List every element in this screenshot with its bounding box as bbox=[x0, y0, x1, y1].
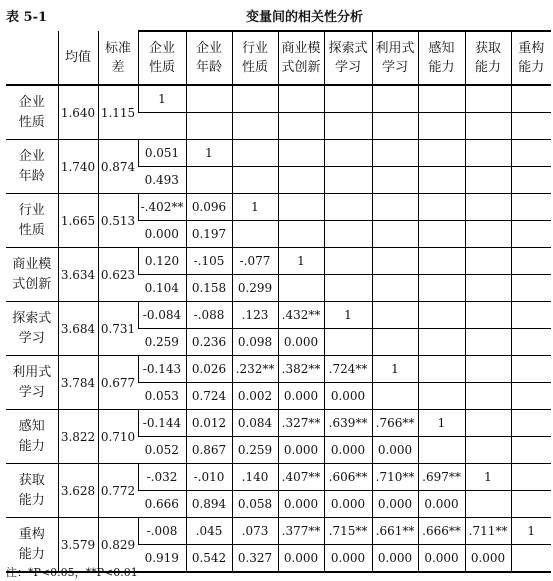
p-value-cell bbox=[418, 167, 465, 194]
p-value-cell bbox=[186, 167, 232, 194]
sd-cell: 0.623 bbox=[98, 248, 138, 302]
correlation-cell bbox=[372, 85, 418, 113]
p-value-cell: 0.000 bbox=[324, 383, 372, 410]
row-label: 企业 性质 bbox=[6, 85, 58, 140]
sd-cell: 0.710 bbox=[98, 410, 138, 464]
correlation-cell bbox=[511, 248, 551, 275]
row-label: 探索式 学习 bbox=[6, 302, 58, 356]
table-row bbox=[6, 518, 551, 545]
correlation-cell bbox=[465, 140, 511, 167]
mean-cell: 1.640 bbox=[58, 85, 98, 140]
correlation-cell bbox=[465, 356, 511, 383]
p-value-cell bbox=[278, 167, 324, 194]
correlation-cell bbox=[511, 302, 551, 329]
p-value-cell bbox=[511, 275, 551, 302]
correlation-cell bbox=[511, 85, 551, 113]
p-value-cell: 0.000 bbox=[138, 221, 186, 248]
correlation-cell bbox=[418, 85, 465, 113]
p-value-cell bbox=[372, 221, 418, 248]
p-value-cell bbox=[372, 329, 418, 356]
correlation-cell bbox=[278, 140, 324, 167]
table-title: 变量间的相关性分析 bbox=[246, 10, 364, 25]
correlation-cell: 1 bbox=[186, 140, 232, 167]
column-header: 探索式 学习 bbox=[324, 31, 372, 85]
table-row bbox=[6, 356, 551, 383]
p-value-cell bbox=[278, 275, 324, 302]
correlation-cell: 1 bbox=[138, 85, 186, 113]
correlation-cell: .715** bbox=[324, 518, 372, 545]
correlation-cell bbox=[324, 248, 372, 275]
column-header: 企业 性质 bbox=[138, 31, 186, 85]
correlation-cell bbox=[372, 248, 418, 275]
table-body bbox=[6, 85, 551, 572]
mean-cell: 1.665 bbox=[58, 194, 98, 248]
correlation-cell: 0.096 bbox=[186, 194, 232, 221]
table-header bbox=[6, 4, 546, 24]
correlation-cell bbox=[511, 140, 551, 167]
p-value-cell bbox=[418, 383, 465, 410]
correlation-cell bbox=[465, 194, 511, 221]
correlation-cell: -.402** bbox=[138, 194, 186, 221]
column-header: 商业模 式创新 bbox=[278, 31, 324, 85]
table-row bbox=[6, 410, 551, 437]
correlation-cell bbox=[511, 356, 551, 383]
correlation-cell: .666** bbox=[418, 518, 465, 545]
row-label: 商业模 式创新 bbox=[6, 248, 58, 302]
correlation-cell: -0.143 bbox=[138, 356, 186, 383]
p-value-cell: 0.053 bbox=[138, 383, 186, 410]
row-label: 企业 年龄 bbox=[6, 140, 58, 194]
correlation-cell: -0.144 bbox=[138, 410, 186, 437]
mean-cell: 3.634 bbox=[58, 248, 98, 302]
p-value-cell: 0.000 bbox=[278, 491, 324, 518]
p-value-cell bbox=[511, 383, 551, 410]
column-header: 感知 能力 bbox=[418, 31, 465, 85]
p-value-cell: 0.197 bbox=[186, 221, 232, 248]
column-header: 企业 年龄 bbox=[186, 31, 232, 85]
p-value-cell bbox=[418, 329, 465, 356]
correlation-cell bbox=[511, 410, 551, 437]
correlation-cell bbox=[465, 410, 511, 437]
p-value-cell: 0.158 bbox=[186, 275, 232, 302]
p-value-cell bbox=[511, 437, 551, 464]
table-row bbox=[6, 140, 551, 167]
p-value-cell: 0.236 bbox=[186, 329, 232, 356]
correlation-cell bbox=[465, 85, 511, 113]
correlation-cell bbox=[372, 302, 418, 329]
p-value-cell bbox=[465, 275, 511, 302]
p-value-cell: 0.327 bbox=[232, 545, 278, 573]
p-value-cell bbox=[511, 113, 551, 140]
p-value-cell: 0.000 bbox=[372, 491, 418, 518]
p-value-cell: 0.052 bbox=[138, 437, 186, 464]
correlation-cell bbox=[372, 194, 418, 221]
p-value-cell: 0.098 bbox=[232, 329, 278, 356]
correlation-cell: .232** bbox=[232, 356, 278, 383]
p-value-cell: 0.299 bbox=[232, 275, 278, 302]
correlation-cell: .073 bbox=[232, 518, 278, 545]
p-value-cell: 0.259 bbox=[232, 437, 278, 464]
correlation-cell: 0.084 bbox=[232, 410, 278, 437]
correlation-cell: .123 bbox=[232, 302, 278, 329]
row-label: 行业 性质 bbox=[6, 194, 58, 248]
correlation-cell bbox=[511, 464, 551, 491]
p-value-cell bbox=[511, 329, 551, 356]
sd-cell: 0.874 bbox=[98, 140, 138, 194]
row-label: 感知 能力 bbox=[6, 410, 58, 464]
sd-cell: 1.115 bbox=[98, 85, 138, 140]
p-value-cell: 0.000 bbox=[465, 545, 511, 573]
p-value-cell bbox=[232, 167, 278, 194]
significance-note: 注：*P<0.05，**P<0.01 bbox=[6, 566, 138, 579]
correlation-cell bbox=[465, 302, 511, 329]
p-value-cell bbox=[372, 113, 418, 140]
mean-cell: 1.740 bbox=[58, 140, 98, 194]
p-value-cell bbox=[511, 545, 551, 573]
correlation-cell: -.105 bbox=[186, 248, 232, 275]
p-value-cell bbox=[418, 221, 465, 248]
p-value-cell: 0.000 bbox=[278, 545, 324, 573]
p-value-cell bbox=[465, 167, 511, 194]
p-value-cell bbox=[324, 275, 372, 302]
correlation-cell bbox=[186, 85, 232, 113]
p-value-cell bbox=[465, 113, 511, 140]
mean-cell: 3.822 bbox=[58, 410, 98, 464]
table-head bbox=[6, 31, 551, 85]
p-value-cell bbox=[418, 275, 465, 302]
correlation-cell bbox=[418, 140, 465, 167]
correlation-cell: .661** bbox=[372, 518, 418, 545]
correlation-cell: -.088 bbox=[186, 302, 232, 329]
p-value-cell bbox=[324, 329, 372, 356]
p-value-cell bbox=[465, 383, 511, 410]
sd-cell: 0.513 bbox=[98, 194, 138, 248]
table-row bbox=[6, 194, 551, 221]
correlation-cell bbox=[324, 140, 372, 167]
correlation-cell: 0.012 bbox=[186, 410, 232, 437]
p-value-cell bbox=[186, 113, 232, 140]
p-value-cell bbox=[511, 221, 551, 248]
sd-cell: 0.772 bbox=[98, 464, 138, 518]
correlation-cell: .377** bbox=[278, 518, 324, 545]
mean-cell: 3.784 bbox=[58, 356, 98, 410]
sd-cell: 0.829 bbox=[98, 518, 138, 573]
corner-cell bbox=[6, 31, 58, 85]
correlation-cell bbox=[372, 140, 418, 167]
correlation-cell: 1 bbox=[465, 464, 511, 491]
column-header: 利用式 学习 bbox=[372, 31, 418, 85]
p-value-cell: 0.259 bbox=[138, 329, 186, 356]
correlation-cell: 0.051 bbox=[138, 140, 186, 167]
p-value-cell: 0.000 bbox=[372, 545, 418, 573]
row-label: 获取 能力 bbox=[6, 464, 58, 518]
correlation-cell bbox=[232, 85, 278, 113]
correlation-cell: .140 bbox=[232, 464, 278, 491]
p-value-cell bbox=[324, 113, 372, 140]
correlation-cell: 1 bbox=[324, 302, 372, 329]
column-header: 获取 能力 bbox=[465, 31, 511, 85]
correlation-cell bbox=[465, 248, 511, 275]
correlation-cell: .711** bbox=[465, 518, 511, 545]
p-value-cell bbox=[372, 167, 418, 194]
column-header: 行业 性质 bbox=[232, 31, 278, 85]
p-value-cell bbox=[232, 113, 278, 140]
correlation-cell: 1 bbox=[372, 356, 418, 383]
table-row bbox=[6, 248, 551, 275]
correlation-cell bbox=[324, 194, 372, 221]
correlation-cell: .327** bbox=[278, 410, 324, 437]
p-value-cell bbox=[465, 329, 511, 356]
correlation-cell bbox=[324, 85, 372, 113]
p-value-cell bbox=[418, 113, 465, 140]
p-value-cell: 0.000 bbox=[278, 437, 324, 464]
p-value-cell: 0.000 bbox=[278, 329, 324, 356]
p-value-cell bbox=[465, 437, 511, 464]
p-value-cell: 0.894 bbox=[186, 491, 232, 518]
correlation-table bbox=[6, 30, 551, 573]
correlation-cell: -.010 bbox=[186, 464, 232, 491]
p-value-cell bbox=[511, 167, 551, 194]
p-value-cell: 0.000 bbox=[372, 437, 418, 464]
p-value-cell: 0.542 bbox=[186, 545, 232, 573]
sd-cell: 0.677 bbox=[98, 356, 138, 410]
correlation-cell: 1 bbox=[418, 410, 465, 437]
p-value-cell bbox=[138, 113, 186, 140]
correlation-cell: 1 bbox=[511, 518, 551, 545]
p-value-cell: 0.002 bbox=[232, 383, 278, 410]
mean-cell: 3.684 bbox=[58, 302, 98, 356]
header-row bbox=[6, 31, 551, 85]
p-value-cell: 0.919 bbox=[138, 545, 186, 573]
row-label: 利用式 学习 bbox=[6, 356, 58, 410]
p-value-cell: 0.724 bbox=[186, 383, 232, 410]
column-header: 重构 能力 bbox=[511, 31, 551, 85]
table-label: 表 5-1 bbox=[6, 10, 48, 25]
correlation-cell bbox=[418, 194, 465, 221]
p-value-cell bbox=[372, 275, 418, 302]
p-value-cell: 0.867 bbox=[186, 437, 232, 464]
correlation-cell bbox=[418, 248, 465, 275]
p-value-cell: 0.000 bbox=[278, 383, 324, 410]
correlation-cell bbox=[418, 302, 465, 329]
table-row bbox=[6, 302, 551, 329]
correlation-cell bbox=[232, 140, 278, 167]
p-value-cell bbox=[324, 221, 372, 248]
p-value-cell bbox=[511, 491, 551, 518]
p-value-cell bbox=[372, 383, 418, 410]
p-value-cell: 0.058 bbox=[232, 491, 278, 518]
correlation-cell: 0.120 bbox=[138, 248, 186, 275]
correlation-cell: .766** bbox=[372, 410, 418, 437]
correlation-cell: 1 bbox=[232, 194, 278, 221]
p-value-cell bbox=[324, 167, 372, 194]
p-value-cell: 0.666 bbox=[138, 491, 186, 518]
correlation-cell: .606** bbox=[324, 464, 372, 491]
p-value-cell bbox=[465, 221, 511, 248]
sd-cell: 0.731 bbox=[98, 302, 138, 356]
mean-cell: 3.628 bbox=[58, 464, 98, 518]
p-value-cell: 0.000 bbox=[324, 491, 372, 518]
p-value-cell: 0.000 bbox=[324, 545, 372, 573]
correlation-cell: .407** bbox=[278, 464, 324, 491]
p-value-cell bbox=[232, 221, 278, 248]
table-row bbox=[6, 464, 551, 491]
correlation-cell: .432** bbox=[278, 302, 324, 329]
correlation-cell bbox=[511, 194, 551, 221]
correlation-cell: -.077 bbox=[232, 248, 278, 275]
correlation-cell: .724** bbox=[324, 356, 372, 383]
correlation-cell: .382** bbox=[278, 356, 324, 383]
correlation-cell: -.008 bbox=[138, 518, 186, 545]
correlation-cell bbox=[418, 356, 465, 383]
correlation-cell: 0.026 bbox=[186, 356, 232, 383]
row-label: 重构 能力 bbox=[6, 518, 58, 573]
correlation-cell: .639** bbox=[324, 410, 372, 437]
correlation-cell bbox=[278, 194, 324, 221]
p-value-cell bbox=[278, 113, 324, 140]
p-value-cell: 0.000 bbox=[418, 545, 465, 573]
correlation-cell: -0.084 bbox=[138, 302, 186, 329]
mean-cell: 3.579 bbox=[58, 518, 98, 573]
correlation-cell: -.032 bbox=[138, 464, 186, 491]
correlation-cell: .045 bbox=[186, 518, 232, 545]
correlation-cell: .697** bbox=[418, 464, 465, 491]
p-value-cell: 0.000 bbox=[324, 437, 372, 464]
p-value-cell bbox=[418, 437, 465, 464]
p-value-cell bbox=[278, 221, 324, 248]
correlation-cell bbox=[278, 85, 324, 113]
column-header: 标准 差 bbox=[98, 31, 138, 85]
p-value-cell: 0.104 bbox=[138, 275, 186, 302]
correlation-cell: 1 bbox=[278, 248, 324, 275]
correlation-cell: .710** bbox=[372, 464, 418, 491]
column-header: 均值 bbox=[58, 31, 98, 85]
p-value-cell: 0.493 bbox=[138, 167, 186, 194]
table-row bbox=[6, 85, 551, 113]
p-value-cell: 0.000 bbox=[418, 491, 465, 518]
p-value-cell bbox=[465, 491, 511, 518]
